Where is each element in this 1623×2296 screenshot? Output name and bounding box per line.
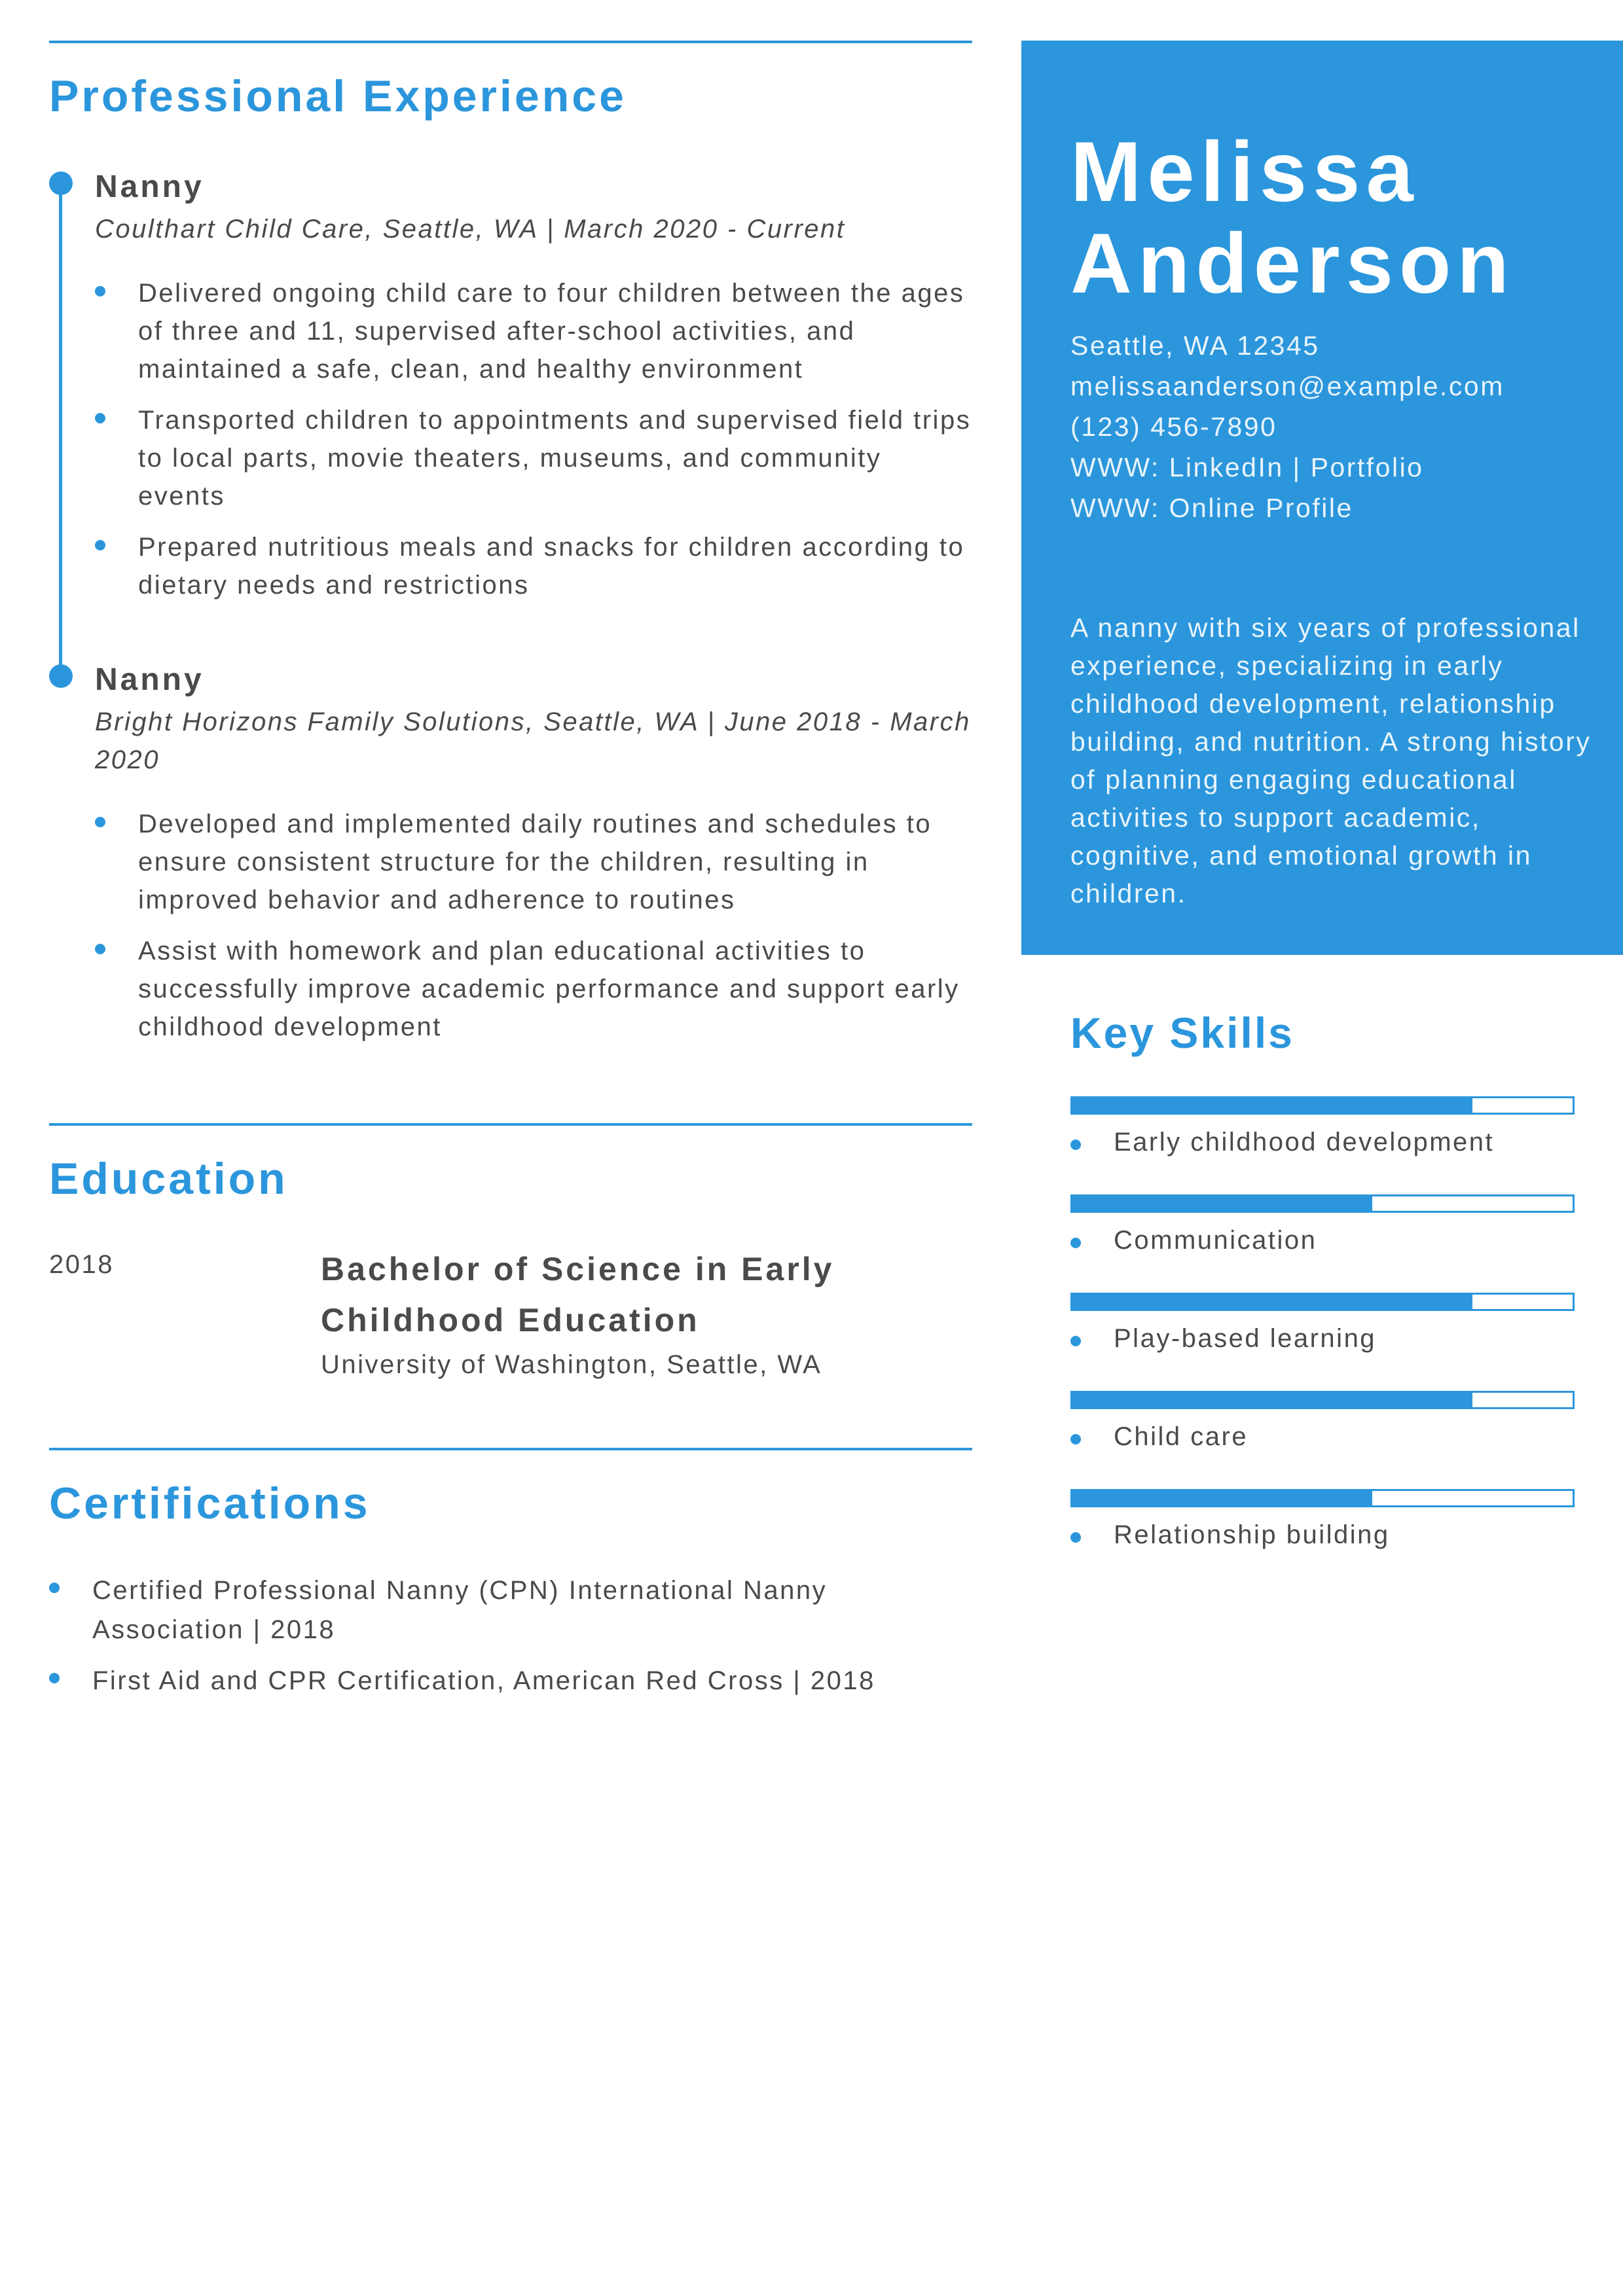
job-title: Nanny <box>95 662 204 697</box>
education-degree: Bachelor of Science in Early Childhood Education <box>321 1251 835 1338</box>
certifications-list <box>49 1571 972 1712</box>
online-profile-link[interactable]: WWW: Online Profile <box>1070 493 1353 523</box>
experience-heading: Professional Experience <box>49 71 627 121</box>
certification-text: Certified Professional Nanny (CPN) International Nanny Association | 2018 <box>92 1576 828 1644</box>
last-name: Anderson <box>1070 215 1515 311</box>
bullet-icon <box>1070 1238 1081 1248</box>
skill-label: Play-based learning <box>1114 1324 1377 1353</box>
bullet-icon <box>95 413 105 423</box>
bullet-icon <box>95 817 105 827</box>
job-entry-2 <box>95 662 972 1059</box>
skill-item <box>1070 1194 1575 1293</box>
education-school: University of Washington, Seattle, WA <box>321 1350 822 1379</box>
list-item <box>95 932 972 1046</box>
list-item <box>49 1661 972 1700</box>
job-title: Nanny <box>95 170 204 204</box>
list-item <box>95 401 972 515</box>
web-links[interactable]: WWW: LinkedIn | Portfolio <box>1070 452 1424 482</box>
skill-level-bar <box>1070 1391 1575 1409</box>
timeline-dot <box>49 171 73 195</box>
education-divider <box>49 1123 972 1126</box>
education-heading: Education <box>49 1154 288 1204</box>
bullet-icon <box>95 540 105 550</box>
skill-item <box>1070 1489 1575 1587</box>
bullet-icon <box>1070 1532 1081 1543</box>
bullet-icon <box>95 944 105 954</box>
email-link[interactable]: melissaanderson@example.com <box>1070 371 1504 401</box>
experience-divider <box>49 41 972 43</box>
list-item <box>49 1571 972 1649</box>
first-name: Melissa <box>1070 124 1419 219</box>
skills-list <box>1070 1096 1575 1587</box>
timeline-line <box>59 183 62 674</box>
bullet-icon <box>49 1673 60 1683</box>
contact-info <box>1070 325 1504 528</box>
bullet-text: Delivered ongoing child care to four children between the ages of three and 11, supervised after-school activities, and maintained a safe, clean, and healthy environment <box>138 279 965 384</box>
candidate-name <box>1070 126 1515 309</box>
education-year: 2018 <box>49 1250 114 1279</box>
timeline-dot <box>49 664 73 688</box>
skill-level-fill <box>1072 1098 1472 1113</box>
skill-item <box>1070 1293 1575 1391</box>
list-item <box>95 528 972 604</box>
skill-level-bar <box>1070 1194 1575 1213</box>
skill-level-bar <box>1070 1489 1575 1507</box>
bullet-icon <box>1070 1139 1081 1150</box>
phone-text: (123) 456-7890 <box>1070 412 1277 442</box>
skill-level-bar <box>1070 1096 1575 1115</box>
skill-level-fill <box>1072 1196 1372 1211</box>
bullet-text: Developed and implemented daily routines and schedules to ensure consistent structure for the children, resulting in improved behavior and adherence to routines <box>138 810 932 914</box>
list-item <box>95 805 972 919</box>
bullet-text: Assist with homework and plan educational activities to successfully improve academic performance and support early childhood development <box>138 937 960 1041</box>
profile-summary: A nanny with six years of professional experience, specializing in early childhood development, relationship building, and nutrition. A strong history of planning engaging educational activities to support academic, cognitive, and emotional growth in children. <box>1070 613 1592 908</box>
certifications-heading: Certifications <box>49 1479 371 1528</box>
certification-text: First Aid and CPR Certification, American Red Cross | 2018 <box>92 1666 875 1695</box>
skill-label: Relationship building <box>1114 1520 1390 1549</box>
bullet-text: Transported children to appointments and supervised field trips to local parts, movie theaters, museums, and community events <box>138 406 972 511</box>
skill-level-fill <box>1072 1491 1372 1505</box>
skills-heading: Key Skills <box>1070 1009 1294 1057</box>
skill-level-bar <box>1070 1293 1575 1311</box>
bullet-icon <box>1070 1336 1081 1346</box>
job-entry-1 <box>95 169 972 617</box>
skill-item <box>1070 1096 1575 1194</box>
skill-level-fill <box>1072 1295 1472 1309</box>
skill-label: Child care <box>1114 1422 1249 1451</box>
location-text: Seattle, WA 12345 <box>1070 331 1320 361</box>
job-bullets <box>95 274 972 604</box>
job-meta: Coulthart Child Care, Seattle, WA | March 2020 - Current <box>95 215 846 243</box>
skill-label: Communication <box>1114 1226 1317 1255</box>
bullet-icon <box>95 286 105 296</box>
list-item <box>95 274 972 388</box>
skill-level-fill <box>1072 1393 1472 1407</box>
certifications-divider <box>49 1448 972 1450</box>
skill-label: Early childhood development <box>1114 1128 1495 1157</box>
profile-sidebar <box>1021 41 1623 955</box>
bullet-text: Prepared nutritious meals and snacks for children according to dietary needs and restrictions <box>138 533 965 600</box>
bullet-icon <box>1070 1434 1081 1444</box>
education-details <box>321 1244 972 1384</box>
job-meta: Bright Horizons Family Solutions, Seattle, WA | June 2018 - March 2020 <box>95 708 971 774</box>
skill-item <box>1070 1391 1575 1489</box>
job-bullets <box>95 805 972 1046</box>
bullet-icon <box>49 1583 60 1593</box>
